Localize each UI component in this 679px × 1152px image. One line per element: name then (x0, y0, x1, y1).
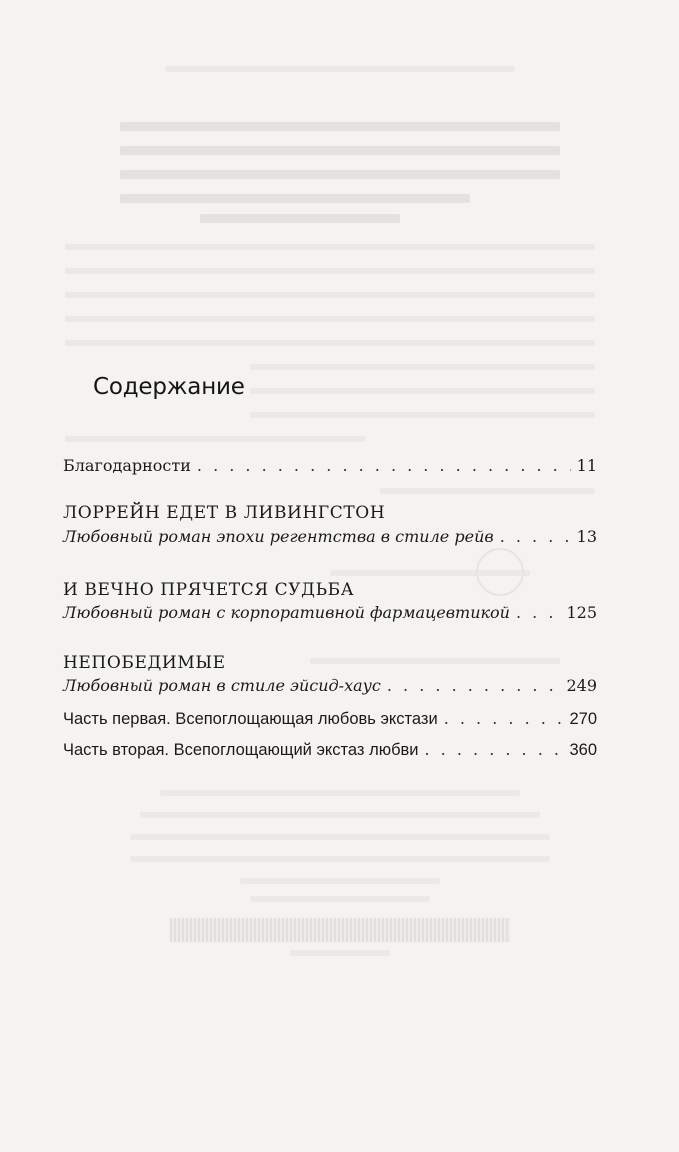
toc-leader-dots (444, 709, 564, 729)
toc-leader-dots (425, 740, 564, 760)
toc-entry-part-two[interactable] (63, 740, 597, 760)
toc-entry-invincibles[interactable] (63, 676, 597, 696)
toc-entry-acknowledgements[interactable] (63, 456, 597, 476)
toc-entry-title: Часть вторая. Всепоглощающий экстаз любви (63, 741, 419, 759)
toc-entry-title: Часть первая. Всепоглощающая любовь экстази (63, 710, 438, 728)
toc-page-number: 11 (576, 456, 597, 475)
toc-entry-fate[interactable] (63, 603, 597, 623)
toc-entry-lorraine[interactable] (63, 527, 597, 547)
toc-page-number: 270 (569, 710, 597, 728)
toc-page-number: 125 (566, 603, 597, 622)
toc-entry-subtitle: Любовный роман с корпоративной фармацевтикой (63, 603, 510, 622)
toc-section-title[interactable]: НЕПОБЕДИМЫЕ (63, 653, 226, 673)
toc-entry-part-one[interactable] (63, 709, 597, 729)
toc-page-number: 13 (576, 527, 597, 546)
toc-entry-subtitle: Любовный роман в стиле эйсид-хаус (63, 676, 381, 695)
toc-page-number: 360 (569, 741, 597, 759)
toc-leader-dots (387, 676, 561, 696)
toc-section-title[interactable]: И ВЕЧНО ПРЯЧЕТСЯ СУДЬБА (63, 580, 355, 600)
page-title: Содержание (93, 374, 245, 400)
toc-leader-dots (197, 456, 571, 476)
toc-entry-title: Благодарности (63, 456, 191, 475)
toc-section-title[interactable]: ЛОРРЕЙН ЕДЕТ В ЛИВИНГСТОН (63, 503, 386, 523)
toc-leader-dots (500, 527, 571, 547)
toc-page-number: 249 (566, 676, 597, 695)
toc-entry-subtitle: Любовный роман эпохи регентства в стиле рейв (63, 527, 494, 546)
toc-leader-dots (516, 603, 560, 623)
